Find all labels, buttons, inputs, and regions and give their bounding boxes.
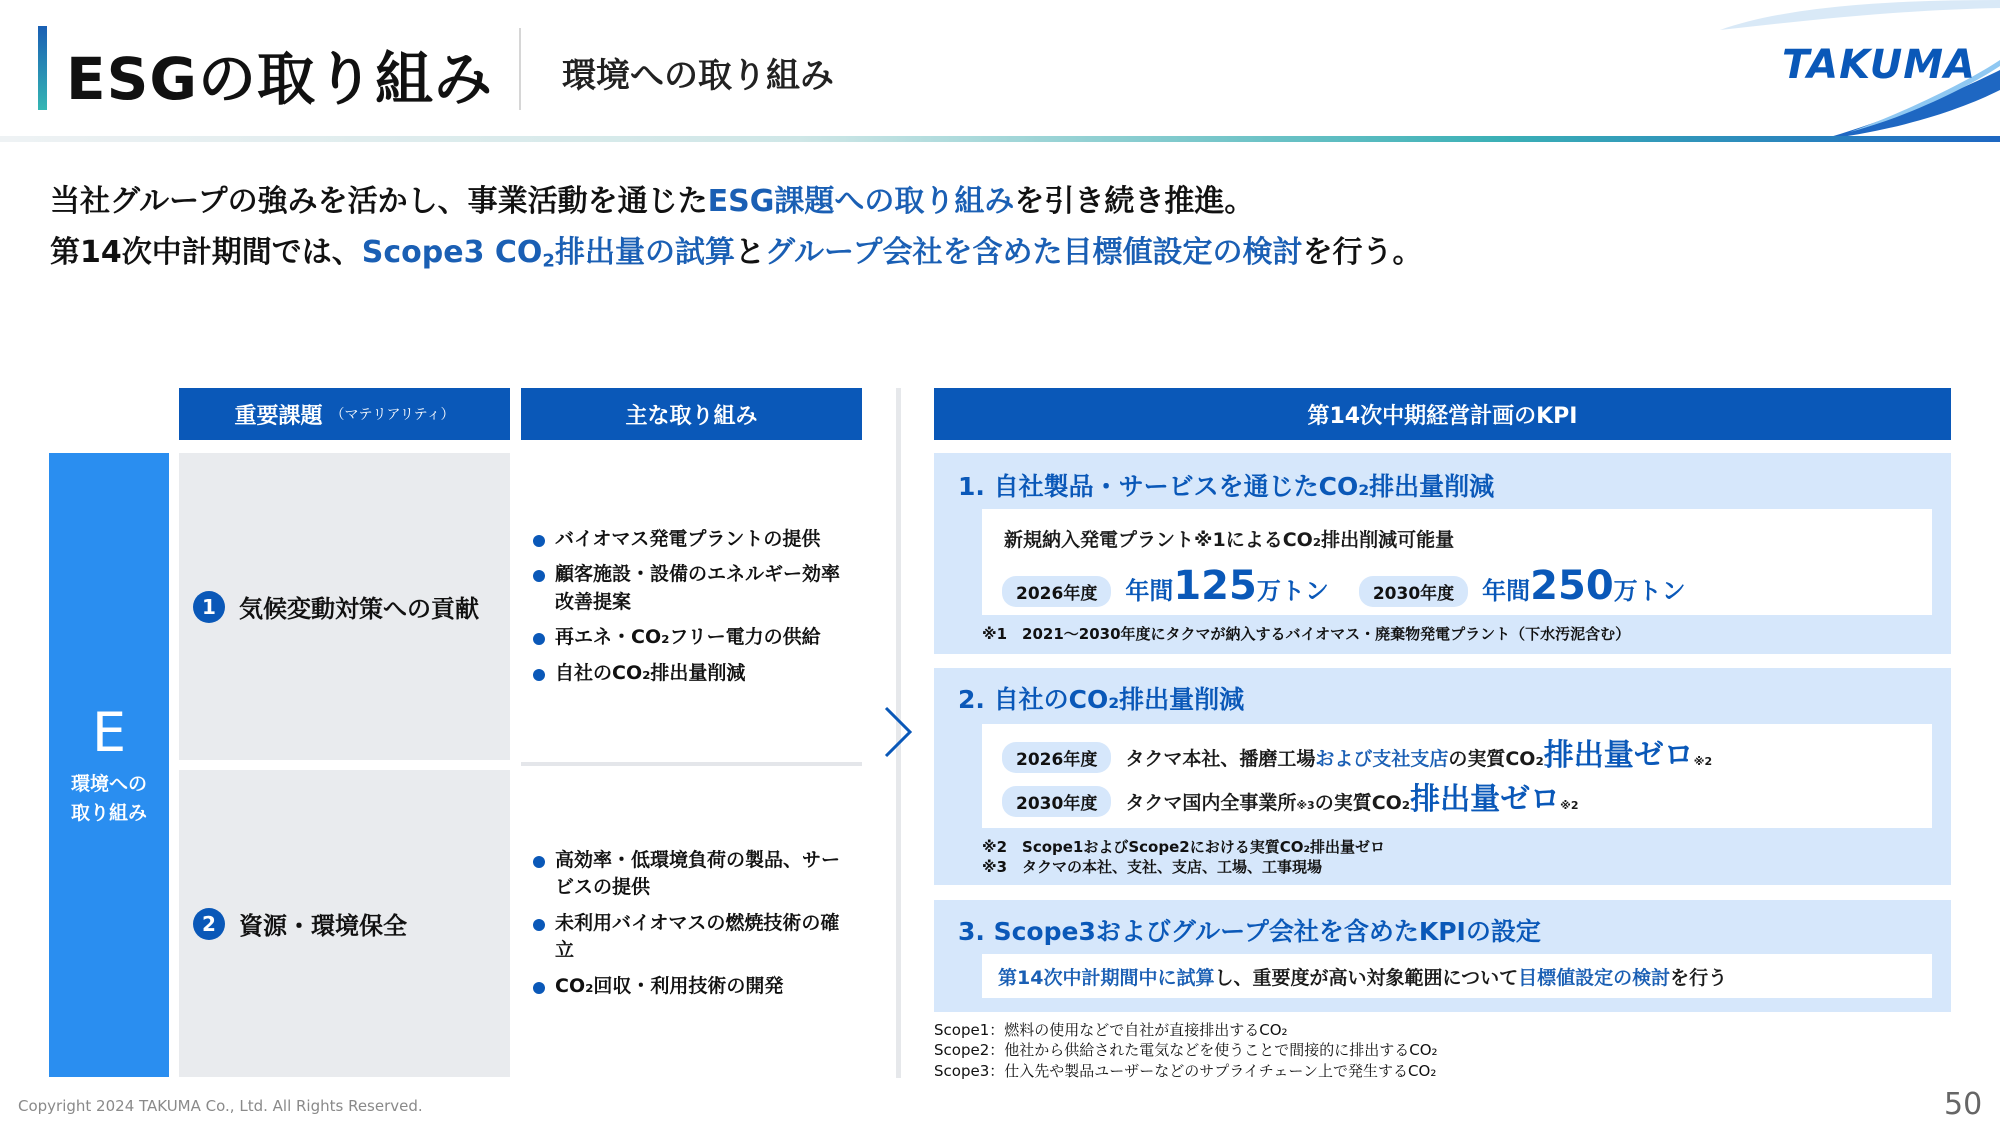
intro-highlight: Scope3 CO: [361, 235, 543, 270]
intro-subscript: 2: [542, 250, 555, 272]
target-prefix: 年間: [1482, 577, 1531, 605]
environment-block: [49, 453, 169, 1077]
scope-note: Scope3：仕入先や製品ユーザーなどのサプライチェーン上で発生するCO₂: [934, 1061, 1437, 1080]
intro-text: 第14次中計期間では、: [50, 235, 362, 270]
year-tag: 2026年度: [1002, 576, 1111, 607]
header-divider: [519, 28, 521, 110]
materiality-label: 資源・環境保全: [239, 912, 407, 940]
kpi-panel-3: [934, 900, 1951, 1012]
bullet-icon: [533, 535, 545, 547]
list-item: [533, 526, 862, 554]
kpi-targets-row: [1002, 563, 1686, 609]
kpi-footnotes: [982, 838, 1385, 877]
kpi-footnote: ※2 Scope1およびScope2における実質CO₂排出量ゼロ: [982, 838, 1386, 856]
kpi-target-row: [1002, 774, 1578, 818]
kpi-footnote: ※3 タクマの本社、支社、支店、工場、工事現場: [982, 857, 1323, 876]
list-item-text: 顧客施設・設備のエネルギー効率改善提案: [555, 563, 841, 613]
list-item: [533, 624, 862, 652]
scope-note: Scope2：他社から供給された電気などを使うことで間接的に排出するCO₂: [934, 1041, 1438, 1060]
intro-highlight: 排出量の試算: [554, 235, 735, 270]
kpi-panel-2: [934, 668, 1951, 885]
list-item-text: CO₂回収・利用技術の開発: [555, 974, 784, 997]
materiality-label: 気候変動対策への貢献: [239, 595, 479, 623]
target-value: 250: [1530, 563, 1614, 609]
row-divider: [521, 762, 862, 766]
list-item-text: 自社のCO₂排出量削減: [555, 661, 746, 684]
kpi-footnote: ※1 2021～2030年度にタクマが納入するバイオマス・廃棄物発電プラント（下水汚泥含む）: [982, 625, 1631, 643]
materiality-resources: [179, 770, 510, 1077]
bullet-icon: [533, 982, 545, 994]
list-item: [533, 561, 862, 616]
intro-highlight: ESG課題への取り組み: [707, 184, 1015, 219]
kpi-description: 新規納入発電プラント※1によるCO₂排出削減可能量: [1004, 529, 1455, 551]
chevron-right-icon: [880, 704, 916, 760]
intro-highlight: グループ会社を含めた目標値設定の検討: [764, 235, 1303, 270]
kpi-detail-box: [982, 724, 1932, 828]
bullet-icon: [533, 633, 545, 645]
footnote-ref: ※2: [1560, 799, 1579, 812]
target-text: タクマ本社、播磨工場: [1125, 748, 1316, 770]
intro-line-1: [50, 176, 1254, 220]
kpi-detail-box: [982, 954, 1932, 998]
header-rule: [0, 136, 2000, 142]
scope-definitions: [934, 1020, 1438, 1081]
number-badge: 2: [193, 908, 225, 940]
intro-text: を行う。: [1302, 235, 1423, 270]
kpi-text: し、重要度が高い対象範囲について: [1214, 966, 1519, 989]
column-header-initiatives: 主な取り組み: [521, 388, 862, 440]
title-accent-bar: [38, 26, 47, 110]
footnote-ref: ※2: [1693, 755, 1713, 768]
target-emphasis: 排出量ゼロ: [1410, 782, 1561, 817]
list-item-text: 高効率・低環境負荷の製品、サービスの提供: [555, 848, 841, 899]
bullet-icon: [533, 570, 545, 582]
list-item: [533, 847, 862, 902]
target-text: の実質CO₂: [1448, 748, 1544, 770]
takuma-logo: TAKUMA: [1782, 42, 1976, 88]
kpi-target-row: [1002, 730, 1712, 774]
footnote-ref: ※3: [1296, 799, 1315, 812]
copyright-text: Copyright 2024 TAKUMA Co., Ltd. All Rights Reserved.: [18, 1097, 423, 1115]
kpi-detail-box: [982, 509, 1932, 615]
scope-note: Scope1：燃料の使用などで自社が直接排出するCO₂: [934, 1021, 1288, 1039]
year-tag: 2030年度: [1002, 786, 1111, 817]
target-highlight: および支社支店: [1315, 748, 1449, 770]
column-header-materiality: [179, 388, 510, 440]
kpi-panel-1: [934, 453, 1951, 654]
list-item: [533, 973, 862, 1001]
kpi-text: を行う: [1670, 966, 1728, 989]
intro-text: 当社グループの強みを活かし、事業活動を通じた: [50, 184, 708, 219]
year-tag: 2030年度: [1359, 576, 1468, 607]
target-prefix: 年間: [1125, 577, 1174, 605]
column-header-small: （マテリアリティ）: [330, 407, 455, 423]
list-item-text: バイオマス発電プラントの提供: [555, 527, 821, 550]
list-item: [533, 660, 862, 688]
kpi-title: 3. Scope3およびグループ会社を含めたKPIの設定: [958, 917, 1541, 946]
bullet-icon: [533, 669, 545, 681]
bullet-icon: [533, 919, 545, 931]
intro-line-2: [50, 227, 1423, 272]
list-item: [533, 910, 862, 965]
target-text: タクマ国内全事業所: [1125, 792, 1297, 814]
target-unit: 万トン: [1613, 577, 1686, 605]
target-unit: 万トン: [1256, 577, 1329, 605]
list-item-text: 未利用バイオマスの燃焼技術の確立: [555, 911, 840, 962]
list-item-text: 再エネ・CO₂フリー電力の供給: [555, 626, 821, 649]
materiality-climate: [179, 453, 510, 760]
page-title: ESGの取り組み: [66, 45, 493, 113]
number-badge: 1: [193, 591, 225, 623]
initiatives-resources: [521, 770, 862, 1077]
e-label-line: 取り組み: [70, 801, 147, 824]
bullet-icon: [533, 856, 545, 868]
kpi-title: 1. 自社製品・サービスを通じたCO₂排出量削減: [958, 472, 1495, 501]
e-label-line: 環境への: [70, 773, 147, 796]
page-number: 50: [1944, 1087, 1983, 1122]
target-value: 125: [1173, 563, 1257, 609]
year-tag: 2026年度: [1002, 742, 1111, 773]
e-label: [71, 770, 147, 827]
target-text: の実質CO₂: [1314, 792, 1411, 814]
e-letter: E: [91, 700, 127, 764]
initiatives-climate: [521, 453, 862, 760]
kpi-title: 2. 自社のCO₂排出量削減: [958, 685, 1245, 714]
page-subtitle: 環境への取り組み: [562, 56, 834, 96]
kpi-highlight: 目標値設定の検討: [1518, 966, 1671, 989]
column-header-label: 重要課題: [234, 403, 323, 429]
target-emphasis: 排出量ゼロ: [1543, 738, 1694, 773]
intro-text: と: [734, 235, 765, 270]
intro-text: を引き続き推進。: [1014, 184, 1255, 219]
column-header-kpi: 第14次中期経営計画のKPI: [934, 388, 1951, 440]
kpi-highlight: 第14次中計期間中に試算: [998, 966, 1215, 989]
